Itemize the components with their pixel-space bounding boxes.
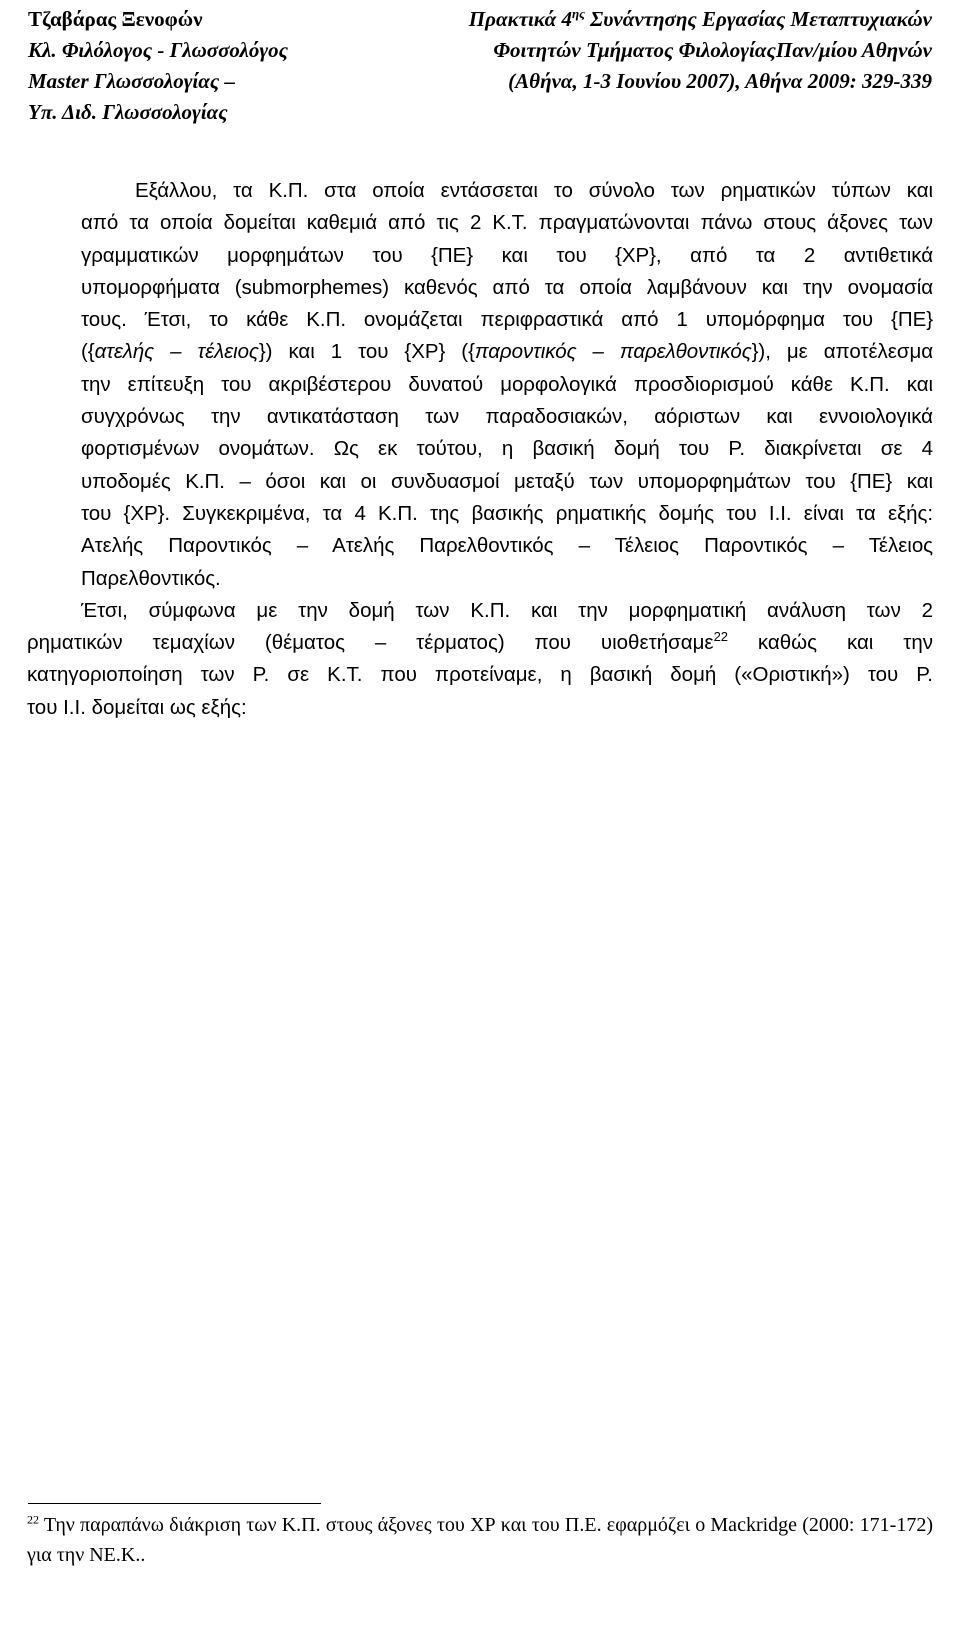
author-degree: Master Γλωσσολογίας – xyxy=(28,69,235,93)
proceedings-department: Φοιτητών Τμήματος ΦιλολογίαςΠαν/μίου Αθηνών xyxy=(493,38,932,62)
text-line: τους. Έτσι, το κάθε Κ.Π. ονομάζεται περιφραστικά από 1 υπομόρφημα του {ΠΕ} xyxy=(81,308,933,332)
author-name: Τζαβάρας Ξενοφών xyxy=(28,7,203,31)
text-line: Έτσι, σύμφωνα με την δομή των Κ.Π. και την μορφηματική ανάλυση των 2 xyxy=(81,598,933,622)
text-line: υπομορφήματα (submorphemes) καθενός από τα οποία λαμβάνουν και την ονομασία xyxy=(81,275,933,299)
text-line: του Ι.Ι. δομείται ως εξής: xyxy=(27,695,247,719)
text-fragment: καθώς και την xyxy=(728,631,933,655)
text-fragment: }) και 1 του {ΧΡ} ({ xyxy=(258,340,475,364)
header-row-3 xyxy=(28,66,932,97)
header-row-4 xyxy=(28,97,932,128)
footnote-divider xyxy=(28,1503,321,1504)
proceedings-title xyxy=(469,4,932,35)
text-line: συγχρόνως την αντικατάσταση των παραδοσιακών, αόριστων και εννοιολογικά xyxy=(81,405,933,429)
footnote-text: Την παραπάνω διάκριση των Κ.Π. στους άξονες του ΧΡ και του Π.Ε. εφαρμόζει ο Mackridge (2000: 171-172) για την ΝΕ.Κ.. xyxy=(27,1514,933,1566)
text-line: υποδομές Κ.Π. – όσοι και οι συνδυασμοί μεταξύ των υπομορφημάτων του {ΠΕ} και xyxy=(81,469,933,493)
text-fragment: ρηματικών τεμαχίων (θέματος – τέρματος) που υιοθετήσαμε xyxy=(27,631,714,655)
footnote-number: 22 xyxy=(27,1512,39,1527)
author-position: Υπ. Διδ. Γλωσσολογίας xyxy=(28,100,228,124)
proceedings-location: (Αθήνα, 1-3 Ιουνίου 2007), Αθήνα 2009: 329-339 xyxy=(508,69,932,93)
text-line xyxy=(27,627,933,659)
italic-term: ατελής – τέλειος xyxy=(94,340,259,364)
text-line xyxy=(27,336,933,368)
text-line: από τα οποία δομείται καθεμιά από τις 2 Κ.Τ. πραγματώνονται πάνω στους άξονες των xyxy=(81,211,933,235)
proceedings-title-post: Συνάντησης Εργασίας Μεταπτυχιακών xyxy=(584,7,932,31)
paragraph-2 xyxy=(27,595,933,724)
text-line: γραμματικών μορφημάτων του {ΠΕ} και του {ΧΡ}, από τα 2 αντιθετικά xyxy=(81,243,933,267)
text-fragment: }), με αποτέλεσμα xyxy=(751,340,934,364)
footnote-ref: 22 xyxy=(713,629,729,645)
author-role: Κλ. Φιλόλογος - Γλωσσολόγος xyxy=(28,38,288,62)
text-line: κατηγοριοποίηση των Ρ. σε Κ.Τ. που προτείναμε, η βασική δομή («Οριστική») του Ρ. xyxy=(27,663,933,687)
proceedings-title-sup: ης xyxy=(571,6,585,21)
text-line: την επίτευξη του ακριβέστερου δυνατού μορφολογικά προσδιορισμού κάθε Κ.Π. και xyxy=(81,372,933,396)
italic-term: παροντικός – παρελθοντικός xyxy=(474,340,752,364)
text-line: του {ΧΡ}. Συγκεκριμένα, τα 4 Κ.Π. της βασικής ρηματικής δομής του Ι.Ι. είναι τα εξής: xyxy=(81,501,933,525)
text-line: φορτισμένων ονομάτων. Ως εκ τούτου, η βασική δομή του Ρ. διακρίνεται σε 4 xyxy=(81,437,933,461)
text-line: Εξάλλου, τα Κ.Π. στα οποία εντάσσεται το σύνολο των ρηματικών τύπων και xyxy=(135,179,933,202)
proceedings-title-pre: Πρακτικά 4 xyxy=(468,7,572,31)
text-line: Παρελθοντικός. xyxy=(81,566,221,590)
header-row-2 xyxy=(28,35,932,66)
page-header xyxy=(28,4,932,128)
main-text xyxy=(27,175,933,724)
text-line: Ατελής Παροντικός – Ατελής Παρελθοντικός – Τέλειος Παροντικός – Τέλειος xyxy=(81,534,933,558)
header-row-1 xyxy=(28,4,932,35)
paragraph-1 xyxy=(27,175,933,595)
footnote xyxy=(27,1510,933,1570)
text-fragment: ({ xyxy=(81,340,95,364)
